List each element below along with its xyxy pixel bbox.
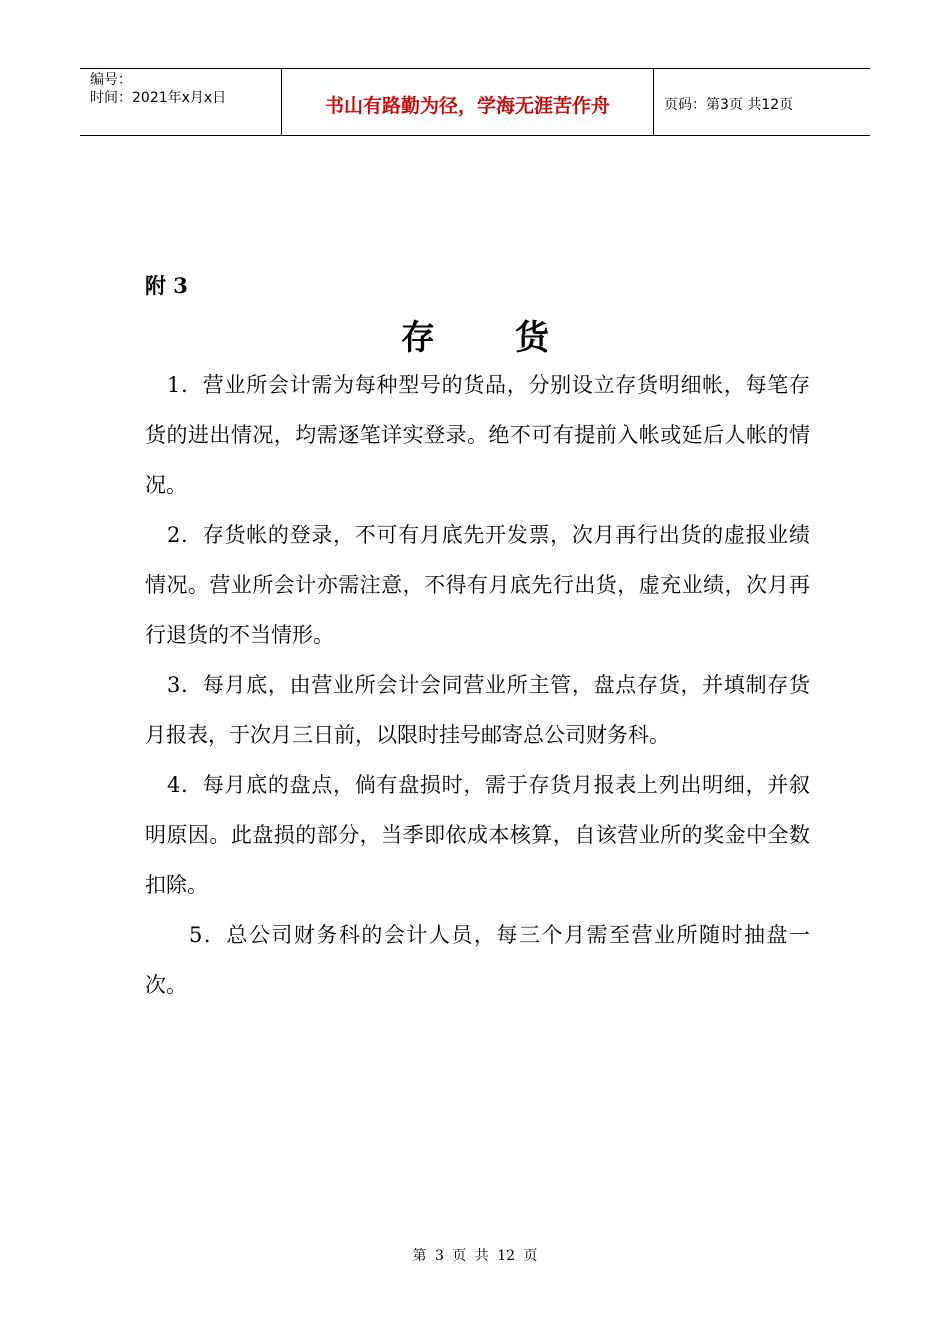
page-header	[80, 68, 870, 136]
paragraph-4: 4．每月底的盘点，倘有盘损时，需于存货月报表上列出明细，并叙明原因。此盘损的部分，当季即依成本核算，自该营业所的奖金中全数扣除。	[145, 773, 810, 897]
paragraph-1: 1．营业所会计需为每种型号的货品，分别设立存货明细帐，每笔存货的进出情况，均需逐笔详实登录。绝不可有提前入帐或延后人帐的情况。	[145, 373, 810, 497]
header-meta	[80, 69, 282, 135]
paragraph-2: 2．存货帐的登录，不可有月底先开发票，次月再行出货的虚报业绩情况。营业所会计亦需注意，不得有月底先行出货，虚充业绩，次月再行退货的不当情形。	[145, 523, 810, 647]
document-body	[145, 360, 810, 1010]
paragraph-5: 5．总公司财务科的会计人员，每三个月需至营业所随时抽盘一次。	[145, 923, 810, 997]
document-time-label: 时间：2021年x月x日	[90, 90, 227, 106]
document-title: 存货	[401, 318, 629, 358]
page-footer: 第 3 页 共 12 页	[412, 1248, 538, 1264]
header-motto: 书山有路勤为径，学海无涯苦作舟	[282, 69, 654, 135]
header-page-info: 页码：第3页 共12页	[664, 97, 794, 113]
appendix-label: 附 3	[145, 273, 188, 298]
document-number-label: 编号：	[90, 72, 132, 88]
paragraph-3: 3．每月底，由营业所会计会同营业所主管，盘点存货，并填制存货月报表，于次月三日前，以限时挂号邮寄总公司财务科。	[145, 673, 810, 747]
